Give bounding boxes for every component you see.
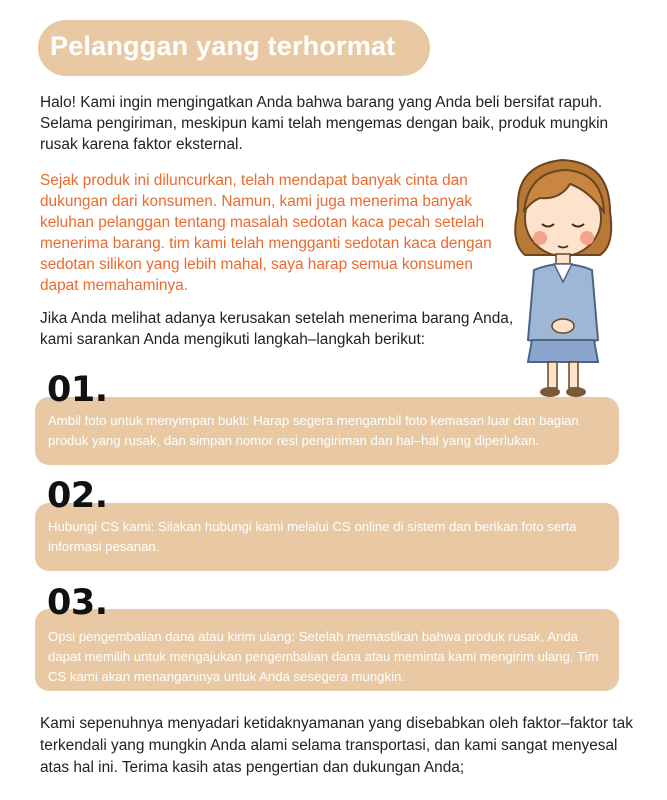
notice-paragraph: Sejak produk ini diluncurkan, telah mendapat banyak cinta dan dukungan dari konsumen. Namun, kami juga menerima banyak keluhan pelanggan tentang masalah sedotan kaca pecah setelah menerima barang. tim kami telah mengganti sedotan kaca dengan sedotan silikon yang lebih mahal, saya harap semua konsumen dapat memahaminya. [40, 172, 492, 294]
step-text: Hubungi CS kami: Silakan hubungi kami melalui CS online di sistem dan berikan foto serta informasi pesanan. [48, 519, 577, 554]
steps-intro-paragraph: Jika Anda melihat adanya kerusakan setelah menerima barang Anda, kami sarankan Anda mengikuti langkah–langkah berikut: [40, 310, 514, 348]
step-card [35, 397, 619, 465]
step-text: Ambil foto untuk menyimpan bukti: Harap segera mengambil foto kemasan luar dan bagian produk yang rusak, dan simpan nomor resi pengiriman dan hal–hal yang diperlukan. [48, 413, 579, 448]
step-number: 03. [47, 583, 108, 623]
step-card [35, 609, 619, 691]
intro-paragraph: Halo! Kami ingin mengingatkan Anda bahwa barang yang Anda beli bersifat rapuh. Selama pengiriman, meskipun kami telah mengemas dengan baik, produk mungkin rusak karena faktor eksternal. [40, 94, 609, 153]
page-title: Pelanggan yang terhormat [50, 31, 396, 61]
step-number: 01. [47, 370, 108, 410]
step-number: 02. [47, 476, 108, 516]
bowing-woman-icon [500, 150, 630, 400]
step-card [35, 503, 619, 571]
closing-paragraph: Kami sepenuhnya menyadari ketidaknyamanan yang disebabkan oleh faktor–faktor tak terkendali yang mungkin Anda alami selama transportasi, dan kami sangat menyesal atas hal ini. Terima kasih atas pengertian dan dukungan Anda; [40, 715, 633, 776]
title-banner [38, 20, 430, 76]
step-text: Opsi pengembalian dana atau kirim ulang: Setelah memastikan bahwa produk rusak, Anda dapat memilih untuk mengajukan pengembalian dana atau meminta kami mengirim ulang. Tim CS kami akan menanganinya untuk Anda sesegera mungkin. [48, 629, 599, 684]
